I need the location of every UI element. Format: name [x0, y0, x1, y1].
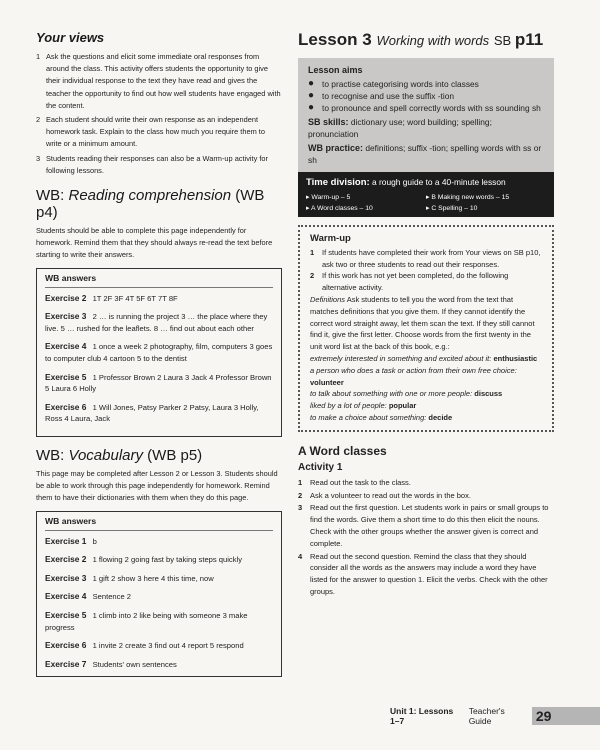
time-division-box: Time division: a rough guide to a 40-minute lesson ▸ Warm-up – 5 ▸ B Making new words – 15 ▸ A Word classes – 10 ▸ C Spelling – 10 [298, 172, 554, 217]
warmup-box [298, 225, 554, 432]
exercise: Exercise 4 1 once a week 2 photography, film, computers 3 goes to computer club 4 cartoon 5 to the dentist [45, 341, 273, 364]
page-footer [390, 706, 600, 726]
list-item: 1 Read out the task to the class. [298, 477, 411, 487]
exercise: Exercise 2 1 flowing 2 going fast by taking steps quickly [45, 554, 243, 565]
bullet-icon: ● [308, 90, 315, 101]
warmup-list [310, 247, 542, 294]
exercise: Exercise 5 1 Professor Brown 2 Laura 3 Jack 4 Professor Brown 5 Laura 6 Holly [45, 371, 272, 394]
example-line: extremely interested in something and excited about it: enthusiastic [310, 353, 538, 363]
wb-vocab-text: This page may be completed after Lesson 2 or Lesson 3. Students should be able to work through this page independently for homework. Remind them to have their dictionaries with them when they do this page. [36, 468, 278, 503]
divider [45, 530, 273, 531]
left-column [36, 30, 282, 685]
list-item: 2 Ask a volunteer to read out the words in the box. [298, 490, 471, 500]
list-item: ● to pronounce and spell correctly words with ss sounding sh [308, 102, 541, 113]
exercise: Exercise 5 1 climb into 2 like being with someone 3 make progress [45, 609, 248, 632]
example-line: to talk about something with one or more people: discuss [310, 389, 503, 399]
exercise: Exercise 3 2 … is running the project 3 … the place where they live. 5 … rushed for the leaflets. 8 … find out about each other [45, 311, 268, 333]
bullet-icon: ● [308, 102, 315, 113]
wb-vocab-heading: WB: Vocabulary (WB p5) [36, 446, 203, 464]
exercise: Exercise 4 Sentence 2 [45, 591, 131, 602]
exercise: Exercise 6 1 invite 2 create 3 find out 4 report 5 respond [45, 640, 244, 651]
definitions-text: Definitions Ask students to tell you the word from the text that matches definitions that you give them. If they cannot identify the correct word straight away, let them scan the text. If they still cannot find it, give the first letter. Choose words from the first twenty in the unit word list at the back of this book, e.g.: [310, 294, 535, 352]
time-item: ▸ B Making new words – 15 [426, 194, 510, 201]
footer-unit: Unit 1: Lessons 1–7 [390, 706, 454, 726]
bullet-icon: ● [308, 78, 315, 89]
list-item: 4 Read out the second question. Remind the class that they should consider all the words as the answers may include a word they have listed for the answer to question 1. Elicit the verbs. Check with the other groups. [298, 551, 548, 596]
list-item: 1 If students have completed their work from Your views on SB p10, ask two or three students to read out their responses. [310, 247, 541, 269]
wb-reading-heading: WB: Reading comprehension (WB p4) [36, 187, 265, 222]
list-item: ● to recognise and use the suffix -tion [308, 90, 455, 101]
time-item: ▸ A Word classes – 10 [306, 205, 373, 212]
example-line: a person who does a task or action from their own free choice: volunteer [310, 365, 517, 387]
time-grid [306, 193, 546, 212]
section-a-heading: A Word classes [298, 443, 387, 458]
example-line: liked by a lot of people: popular [310, 401, 417, 411]
your-views-heading: Your views [36, 30, 105, 45]
list-item: 1 Ask the questions and elicit some immediate oral responses from around the class. This activity offers students the opportunity to give their individual response to the text they have read and gives the teacher the opportunity to find out how well students have engaged with the content. [36, 52, 281, 110]
list-item: 3 Students reading their responses can also be a Warm-up activity for following lessons. [36, 153, 268, 175]
exercise: Exercise 7 Students' own sentences [45, 658, 177, 669]
wb-reading-text: Students should be able to complete this page independently for homework. Remind them that they should always re-read the text before starting to write their answers. [36, 226, 273, 260]
answers-title: WB answers [45, 272, 97, 283]
answers-title: WB answers [45, 515, 97, 526]
lesson-aims-box [298, 58, 554, 172]
exercise: Exercise 2 1T 2F 3F 4T 5F 6T 7T 8F [45, 292, 178, 303]
exercise: Exercise 3 1 gift 2 show 3 here 4 this time, now [45, 572, 214, 583]
aims-list [308, 78, 544, 114]
time-item: ▸ Warm-up – 5 [306, 194, 351, 201]
list-item: 3 Read out the first question. Let students work in pairs or small groups to find the words. Give them a short time to do this then elicit the nouns. Check with the other groups whether the answer given is correct and complete. [298, 503, 549, 548]
list-item: 2 If this work has not yet been completed, do the following alternative activity. [310, 271, 509, 293]
activity-steps [298, 477, 554, 598]
wb-vocab-answers-box [36, 511, 282, 678]
lesson-title: Lesson 3 Working with words SB p11 [298, 30, 544, 49]
list-item: 2 Each student should write their own response as an independent homework task. Explain to the class how much you require them to write or a minimum amount. [36, 115, 265, 149]
your-views-list [36, 51, 282, 177]
exercise: Exercise 6 1 Will Jones, Patsy Parker 2 Patsy, Laura 3 Holly, Ross 4 Laura, Jack [45, 401, 259, 424]
warmup-title: Warm-up [310, 233, 351, 244]
footer-guide: Teacher's Guide [468, 706, 505, 726]
divider [45, 287, 273, 288]
aims-title: Lesson aims [308, 65, 363, 75]
time-item: ▸ C Spelling – 10 [426, 205, 478, 212]
right-column [298, 30, 554, 599]
activity-heading: Activity 1 [298, 461, 343, 473]
wb-reading-answers-box [36, 268, 282, 437]
sb-skills: SB skills: dictionary use; word building; spelling; pronunciation [308, 117, 492, 139]
list-item: ● to practise categorising words into classes [308, 78, 479, 89]
exercise: Exercise 1 b [45, 535, 97, 546]
wb-practice: WB practice: definitions; suffix -tion; spelling words with ss or sh [308, 143, 542, 165]
page-number: 29 [532, 707, 600, 725]
example-line: to make a choice about something: decide [310, 412, 453, 422]
